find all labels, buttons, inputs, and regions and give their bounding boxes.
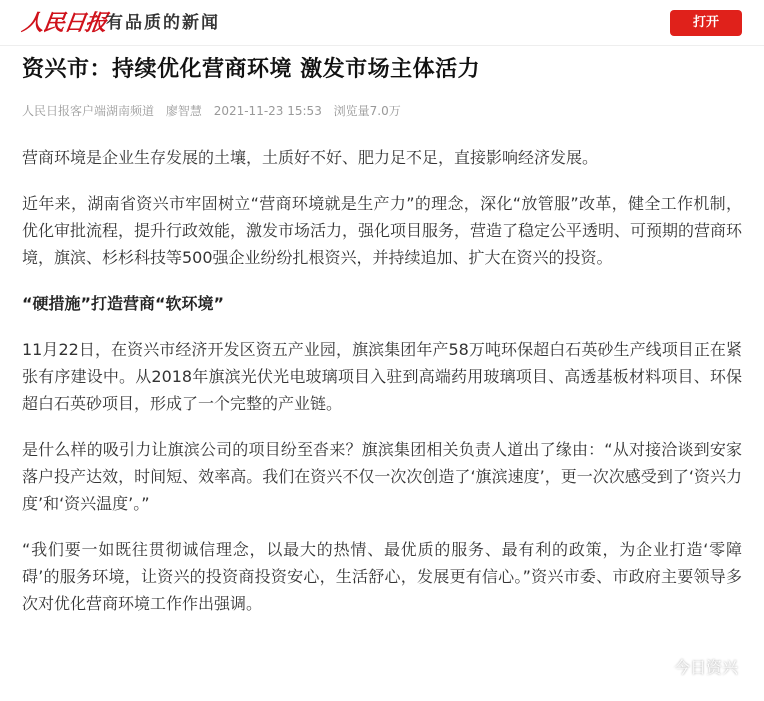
wechat-icon — [647, 659, 669, 677]
article-author: 廖智慧 — [165, 104, 202, 118]
article-source[interactable]: 人民日报客户端湖南频道 — [22, 104, 155, 118]
paragraph: “我们要一如既往贯彻诚信理念，以最大的热情、最优质的服务、最有利的政策，为企业打造‘零障碍’的服务环境，让资兴的投资商投资安心，生活舒心，发展更有信心。”资兴市委、市政府主要领导多次对优化营商环境工作作出强调。 — [22, 540, 742, 613]
watermark — [647, 657, 738, 679]
article-meta — [22, 102, 742, 120]
paragraph: 营商环境是企业生存发展的土壤，土质好不好、肥力足不足，直接影响经济发展。 — [22, 148, 599, 167]
article-views: 浏览量7.0万 — [333, 104, 401, 118]
top-bar — [0, 0, 764, 46]
article-body — [22, 144, 742, 617]
header-slogan: 有品质的新闻 — [106, 13, 220, 33]
article-title: 资兴市：持续优化营商环境 激发市场主体活力 — [22, 57, 481, 82]
paragraph: 近年来，湖南省资兴市牢固树立“营商环境就是生产力”的理念，深化“放管服”改革，健全工作机制，优化审批流程，提升行政效能，激发市场活力，强化项目服务，营造了稳定公平透明、可预期的营商环境，旗滨、杉杉科技等500强企业纷纷扎根资兴，并持续追加、扩大在资兴的投资。 — [22, 194, 743, 267]
article — [22, 46, 742, 636]
watermark-text: 今日资兴 — [673, 658, 738, 677]
people-daily-logo[interactable]: 人民日报 — [20, 10, 108, 36]
section-heading: “硬措施”打造营商“软环境” — [22, 294, 225, 313]
article-datetime: 2021-11-23 15:53 — [213, 104, 322, 118]
paragraph: 11月22日，在资兴市经济开发区资五产业园，旗滨集团年产58万吨环保超白石英砂生产线项目正在紧张有序建设中。从2018年旗滨光伏光电玻璃项目入驻到高端药用玻璃项目、高透基板材料项目、环保超白石英砂项目，形成了一个完整的产业链。 — [22, 340, 742, 413]
paragraph: 是什么样的吸引力让旗滨公司的项目纷至沓来？旗滨集团相关负责人道出了缘由：“从对接洽谈到安家落户投产达效，时间短、效率高。我们在资兴不仅一次次创造了‘旗滨速度’，更一次次感受到了‘资兴力度’和‘资兴温度’。” — [22, 440, 742, 513]
open-in-app-button[interactable]: 打开 — [670, 10, 742, 36]
